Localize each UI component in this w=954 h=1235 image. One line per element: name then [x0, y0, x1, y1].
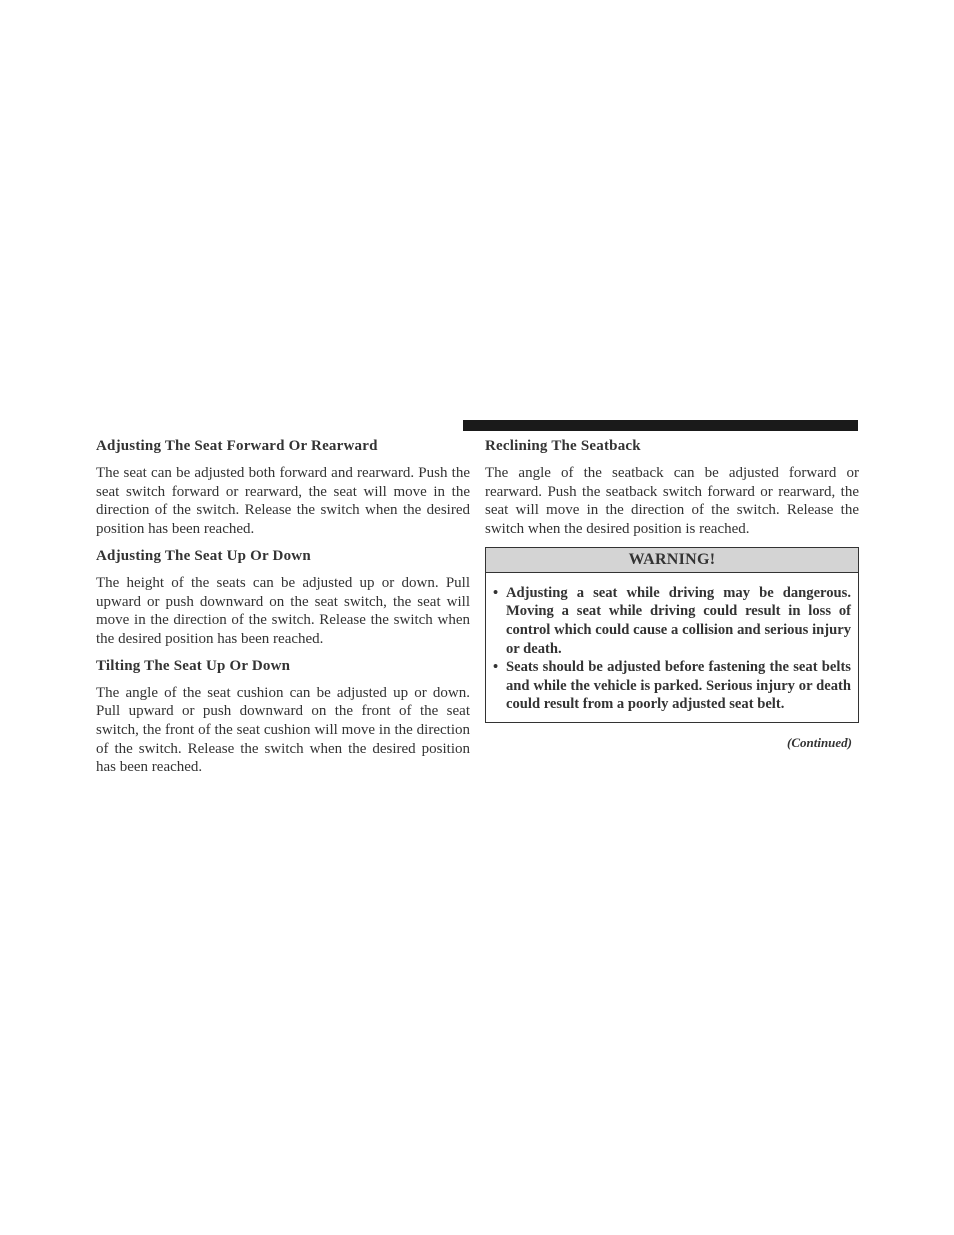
- warning-title: WARNING!: [486, 548, 858, 573]
- section-tilting-seat: [96, 657, 470, 778]
- section-heading: Adjusting The Seat Forward Or Rearward: [96, 438, 378, 454]
- section-heading: Adjusting The Seat Up Or Down: [96, 547, 311, 564]
- section-body: The angle of the seat cushion can be adjusted up or down. Pull upward or push downward on the front of the seat switch, the front of the seat cushion will move in the direction of the switch. Release the switch when the desired position has been reached.: [96, 684, 470, 776]
- left-column: [96, 437, 470, 785]
- warning-box: [485, 547, 859, 723]
- warning-item: [493, 658, 851, 714]
- section-heading: Tilting The Seat Up Or Down: [96, 657, 291, 674]
- section-body: The seat can be adjusted both forward and rearward. Push the seat switch forward or rearward, the seat will move in the direction of the switch. Release the switch when the desired position has been reached.: [96, 465, 470, 538]
- section-seat-forward-rearward: [96, 437, 470, 539]
- warning-list: [486, 573, 858, 722]
- continued-label: (Continued): [786, 734, 852, 750]
- section-header-bar: [463, 420, 858, 431]
- warning-item-text: Adjusting a seat while driving may be dangerous. Moving a seat while driving could result in loss of control which could cause a collision and serious injury or death.: [506, 584, 851, 657]
- bullet-icon: •: [493, 659, 499, 676]
- warning-item-text: Seats should be adjusted before fastening the seat belts and while the vehicle is parked. Serious injury or death could result from a poorly adjusted seat belt.: [506, 659, 851, 713]
- section-reclining-seatback: [485, 437, 859, 539]
- warning-item: [493, 584, 851, 658]
- section-body: The angle of the seatback can be adjusted forward or rearward. Push the seatback switch forward or rearward, the seat will move in the direction of the switch. Release the switch when the desired position is reached.: [485, 465, 859, 538]
- bullet-icon: •: [493, 584, 499, 601]
- right-column: [485, 437, 859, 751]
- section-seat-up-down: [96, 547, 470, 649]
- section-heading: Reclining The Seatback: [485, 438, 641, 454]
- section-body: The height of the seats can be adjusted up or down. Pull upward or push downward on the seat switch, the seat will move in the direction of the switch. Release the switch when the desired position has been reached.: [96, 574, 470, 647]
